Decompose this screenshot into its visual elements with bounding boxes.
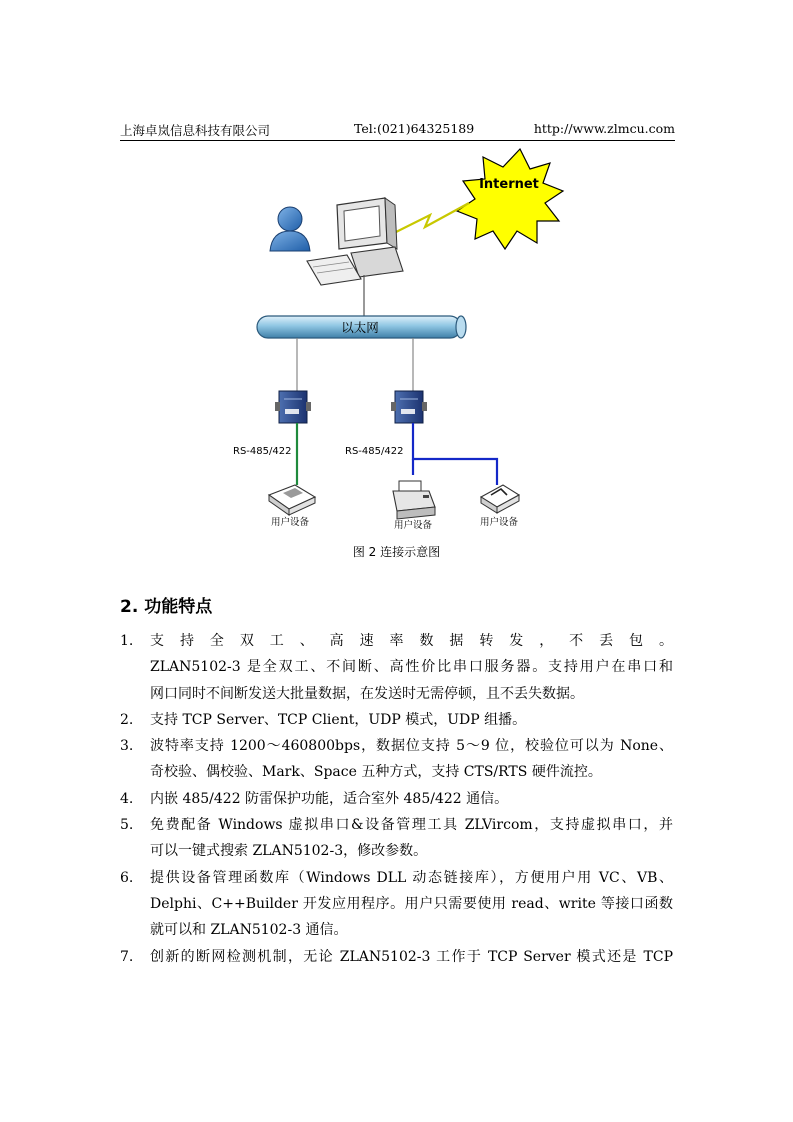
user-icon xyxy=(270,207,310,251)
serial-bus-right xyxy=(413,423,497,485)
user-device-printer xyxy=(393,481,435,519)
feature-item xyxy=(120,707,673,733)
item-number: 6. xyxy=(120,869,134,886)
feature-item xyxy=(120,812,673,865)
serial-server-right xyxy=(391,391,427,423)
item-line: 波特率支持 1200～460800bps，数据位支持 5～9 位，校验位可以为 None、 xyxy=(150,738,673,755)
header-tel: Tel:(021)64325189 xyxy=(354,121,475,136)
header-rule xyxy=(120,140,675,141)
internet-label: Internet xyxy=(479,177,539,192)
user-device-left xyxy=(269,485,315,515)
item-number: 4. xyxy=(120,790,134,807)
computer-icon xyxy=(307,198,403,285)
item-number: 7. xyxy=(120,948,134,965)
item-line: 创新的断网检测机制，无论 ZLAN5102-3 工作于 TCP Server 模式还是 TCP xyxy=(150,948,673,965)
item-line: 奇校验、偶校验、Mark、Space 五种方式，支持 CTS/RTS 硬件流控。 xyxy=(150,764,602,781)
header-company: 上海卓岚信息科技有限公司 xyxy=(120,123,271,138)
item-number: 3. xyxy=(120,738,134,755)
item-line: Delphi、C++Builder 开发应用程序。用户只需要使用 read、write 等接口函数 xyxy=(150,895,673,912)
user-device-label-2: 用户设备 xyxy=(393,520,433,531)
feature-item xyxy=(120,944,673,970)
ethernet-bus xyxy=(257,316,466,338)
rs485-label-right: RS-485/422 xyxy=(345,446,404,457)
feature-item xyxy=(120,628,673,707)
user-device-label-3: 用户设备 xyxy=(479,517,519,528)
item-line: 支持 TCP Server、TCP Client，UDP 模式，UDP 组播。 xyxy=(150,711,527,728)
header-url: http://www.zlmcu.com xyxy=(533,121,675,136)
section-title: 2. 功能特点 xyxy=(120,597,213,617)
item-number: 1. xyxy=(120,633,134,649)
figure-caption: 图 2 连接示意图 xyxy=(352,545,441,559)
ethernet-label: 以太网 xyxy=(341,320,379,335)
item-line: 就可以和 ZLAN5102-3 通信。 xyxy=(150,922,348,939)
user-device-label-1: 用户设备 xyxy=(270,517,310,528)
feature-item xyxy=(120,865,673,944)
serial-server-left xyxy=(275,391,311,423)
feature-list xyxy=(120,628,673,970)
item-line: 支持全双工、高速率数据转发，不丢包。 xyxy=(150,633,673,649)
rs485-label-left: RS-485/422 xyxy=(233,446,292,457)
connection-diagram xyxy=(225,143,565,535)
item-line: 网口同时不间断发送大批量数据，在发送时无需停顿，且不丢失数据。 xyxy=(150,685,584,702)
user-device-plotter xyxy=(481,485,519,513)
wireless-link xyxy=(390,203,469,235)
feature-item xyxy=(120,786,673,812)
feature-item xyxy=(120,733,673,786)
item-number: 5. xyxy=(120,817,134,834)
item-line: ZLAN5102-3 是全双工、不间断、高性价比串口服务器。支持用户在串口和 xyxy=(150,659,673,676)
item-line: 内嵌 485/422 防雷保护功能，适合室外 485/422 通信。 xyxy=(150,790,509,807)
item-number: 2. xyxy=(120,711,134,728)
item-line: 可以一键式搜索 ZLAN5102-3，修改参数。 xyxy=(150,843,428,860)
internet-burst xyxy=(457,149,563,249)
item-line: 提供设备管理函数库（Windows DLL 动态链接库），方便用户用 VC、VB、 xyxy=(150,869,673,886)
item-line: 免费配备 Windows 虚拟串口&设备管理工具 ZLVircom，支持虚拟串口，并 xyxy=(150,817,673,834)
page-header xyxy=(120,121,675,139)
